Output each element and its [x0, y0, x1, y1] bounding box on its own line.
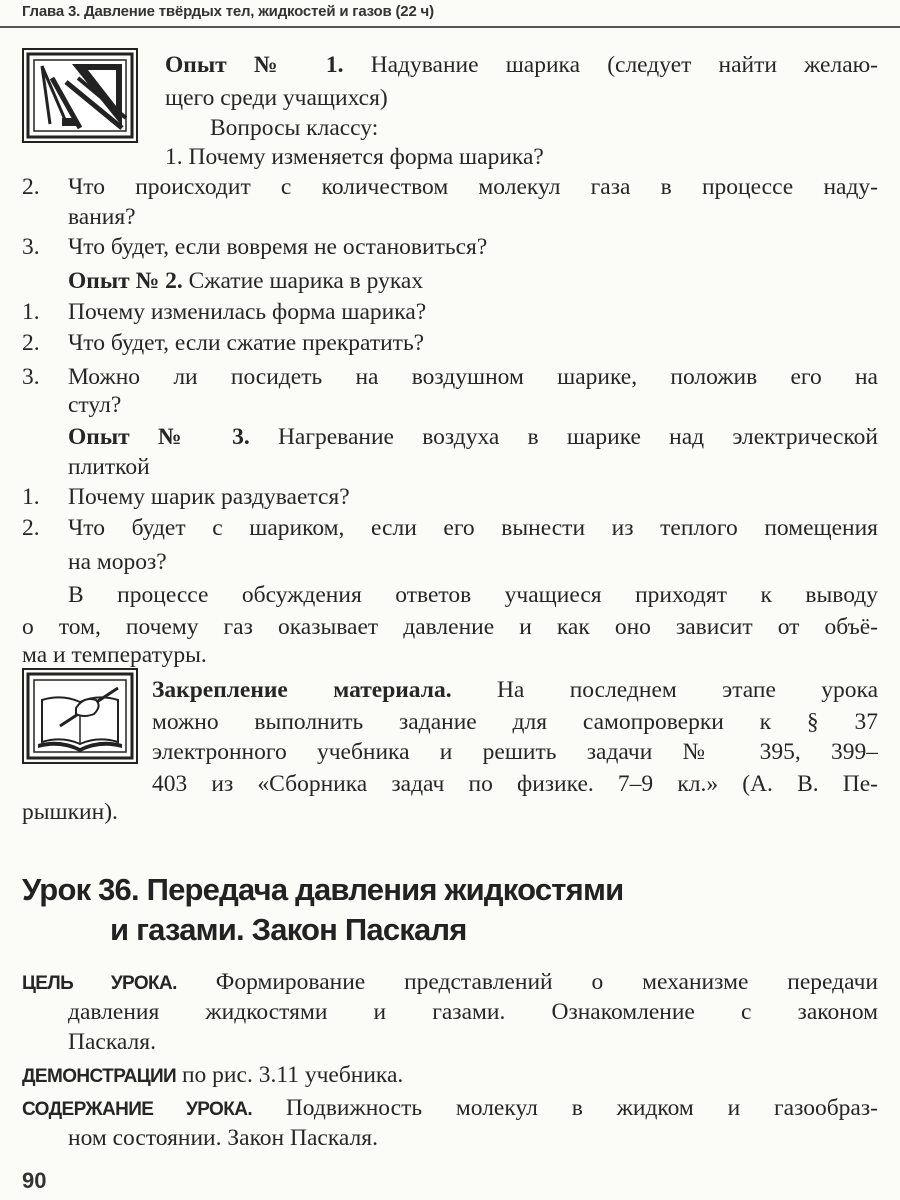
label-run: Закрепление материала. — [152, 677, 452, 703]
text-line — [165, 141, 544, 173]
text-run: Формирование представлений о механизме передачи — [176, 969, 878, 995]
label-run: СОДЕРЖАНИЕ УРОКА. — [22, 1099, 252, 1120]
text-line — [165, 82, 388, 114]
list-number: 1. — [22, 299, 40, 325]
text-line — [210, 112, 378, 144]
text-line — [152, 768, 878, 800]
text-run: Почему шарик раздувается? — [68, 484, 350, 510]
text-line — [22, 639, 207, 671]
list-number: 2. — [22, 330, 40, 356]
text-run: плиткой — [68, 454, 150, 480]
text-line — [68, 265, 423, 297]
header-rule — [0, 26, 900, 28]
text-line — [68, 327, 424, 359]
text-run: Сжатие шарика в руках — [182, 268, 424, 294]
label-run: Опыт № 2. — [68, 268, 183, 294]
lesson-title-line1: Урок 36. Передача давления жидкостями — [22, 872, 624, 907]
text-line — [68, 296, 426, 328]
text-line — [68, 201, 136, 233]
text-run: ном состоянии. Закон Паскаля. — [68, 1125, 378, 1151]
drawing-tools-icon — [22, 48, 138, 143]
label-run: Опыт № 1. — [165, 52, 344, 78]
text-line — [68, 546, 167, 578]
text-line — [165, 49, 878, 81]
text-run: щего среди учащихся) — [165, 85, 388, 111]
list-number: 1. — [22, 484, 40, 510]
text-run: Подвижность молекул в жидком и газообраз- — [252, 1095, 878, 1121]
text-line — [22, 1059, 403, 1091]
text-line — [68, 996, 878, 1028]
lesson-title-line2: и газами. Закон Паскаля — [110, 912, 467, 947]
text-line — [22, 796, 118, 828]
text-line — [68, 512, 878, 544]
text-run: стул? — [68, 392, 122, 418]
text-line — [152, 674, 878, 706]
text-line — [68, 451, 150, 483]
text-run: Можно ли посидеть на воздушном шарике, положив его на — [68, 364, 878, 390]
text-run: Что будет с шариком, если его вынести из теплого помещения — [68, 515, 878, 541]
text-line — [152, 706, 878, 738]
text-line — [68, 421, 878, 453]
text-run: можно выполнить задание для самопроверки к § 37 — [152, 709, 878, 735]
text-run: 403 из «Сборника задач по физике. 7–9 кл.» (А. В. Пе- — [152, 771, 878, 797]
list-number: 3. — [22, 234, 40, 260]
text-run: давления жидкостями и газами. Ознакомление с законом — [68, 999, 878, 1025]
text-run: Вопросы классу: — [210, 115, 379, 141]
text-line — [22, 1092, 878, 1124]
text-run: Что происходит с количеством молекул газа в процессе наду- — [68, 174, 878, 200]
text-run: Что будет, если вовремя не остановиться? — [68, 234, 488, 260]
text-run: на мороз? — [68, 549, 167, 575]
label-run: ДЕМОНСТРАЦИИ — [22, 1066, 177, 1087]
text-line — [68, 1122, 378, 1154]
text-line — [152, 736, 878, 768]
list-number: 2. — [22, 174, 40, 200]
text-run: о том, почему газ оказывает давление и как оно зависит от объё- — [22, 614, 878, 640]
running-header: Глава 3. Давление твёрдых тел, жидкостей и газов (22 ч) — [22, 3, 434, 20]
text-run: Почему изменилась форма шарика? — [68, 299, 427, 325]
text-line — [22, 966, 878, 998]
text-line — [68, 231, 487, 263]
text-run: Нагревание воздуха в шарике над электрической — [249, 424, 878, 450]
text-run: электронного учебника и решить задачи № 395, 399– — [152, 739, 878, 765]
text-run: Что будет, если сжатие прекратить? — [68, 330, 425, 356]
text-run: В процессе обсуждения ответов учащиеся приходят к выводу — [68, 582, 878, 608]
page-number: 90 — [22, 1168, 47, 1193]
label-run: ЦЕЛЬ УРОКА. — [22, 973, 177, 994]
text-line — [68, 1026, 156, 1058]
text-run: На последнем этапе урока — [451, 677, 878, 703]
text-run: рышкин). — [22, 799, 118, 825]
text-run: вания? — [68, 204, 136, 230]
list-number: 2. — [22, 515, 40, 541]
text-line — [68, 171, 878, 203]
text-line — [68, 579, 878, 611]
text-line — [68, 389, 121, 421]
label-run: Опыт № 3. — [68, 424, 250, 450]
text-run: Паскаля. — [68, 1029, 156, 1055]
book-writing-icon — [22, 668, 138, 764]
text-line — [68, 361, 878, 393]
text-run: 1. Почему изменяется форма шарика? — [165, 144, 544, 170]
text-run: ма и температуры. — [22, 642, 207, 668]
list-number: 3. — [22, 364, 40, 390]
text-run: по рис. 3.11 учебника. — [176, 1062, 404, 1088]
text-line — [68, 481, 350, 513]
text-run: Надувание шарика (следует найти желаю- — [343, 52, 878, 78]
